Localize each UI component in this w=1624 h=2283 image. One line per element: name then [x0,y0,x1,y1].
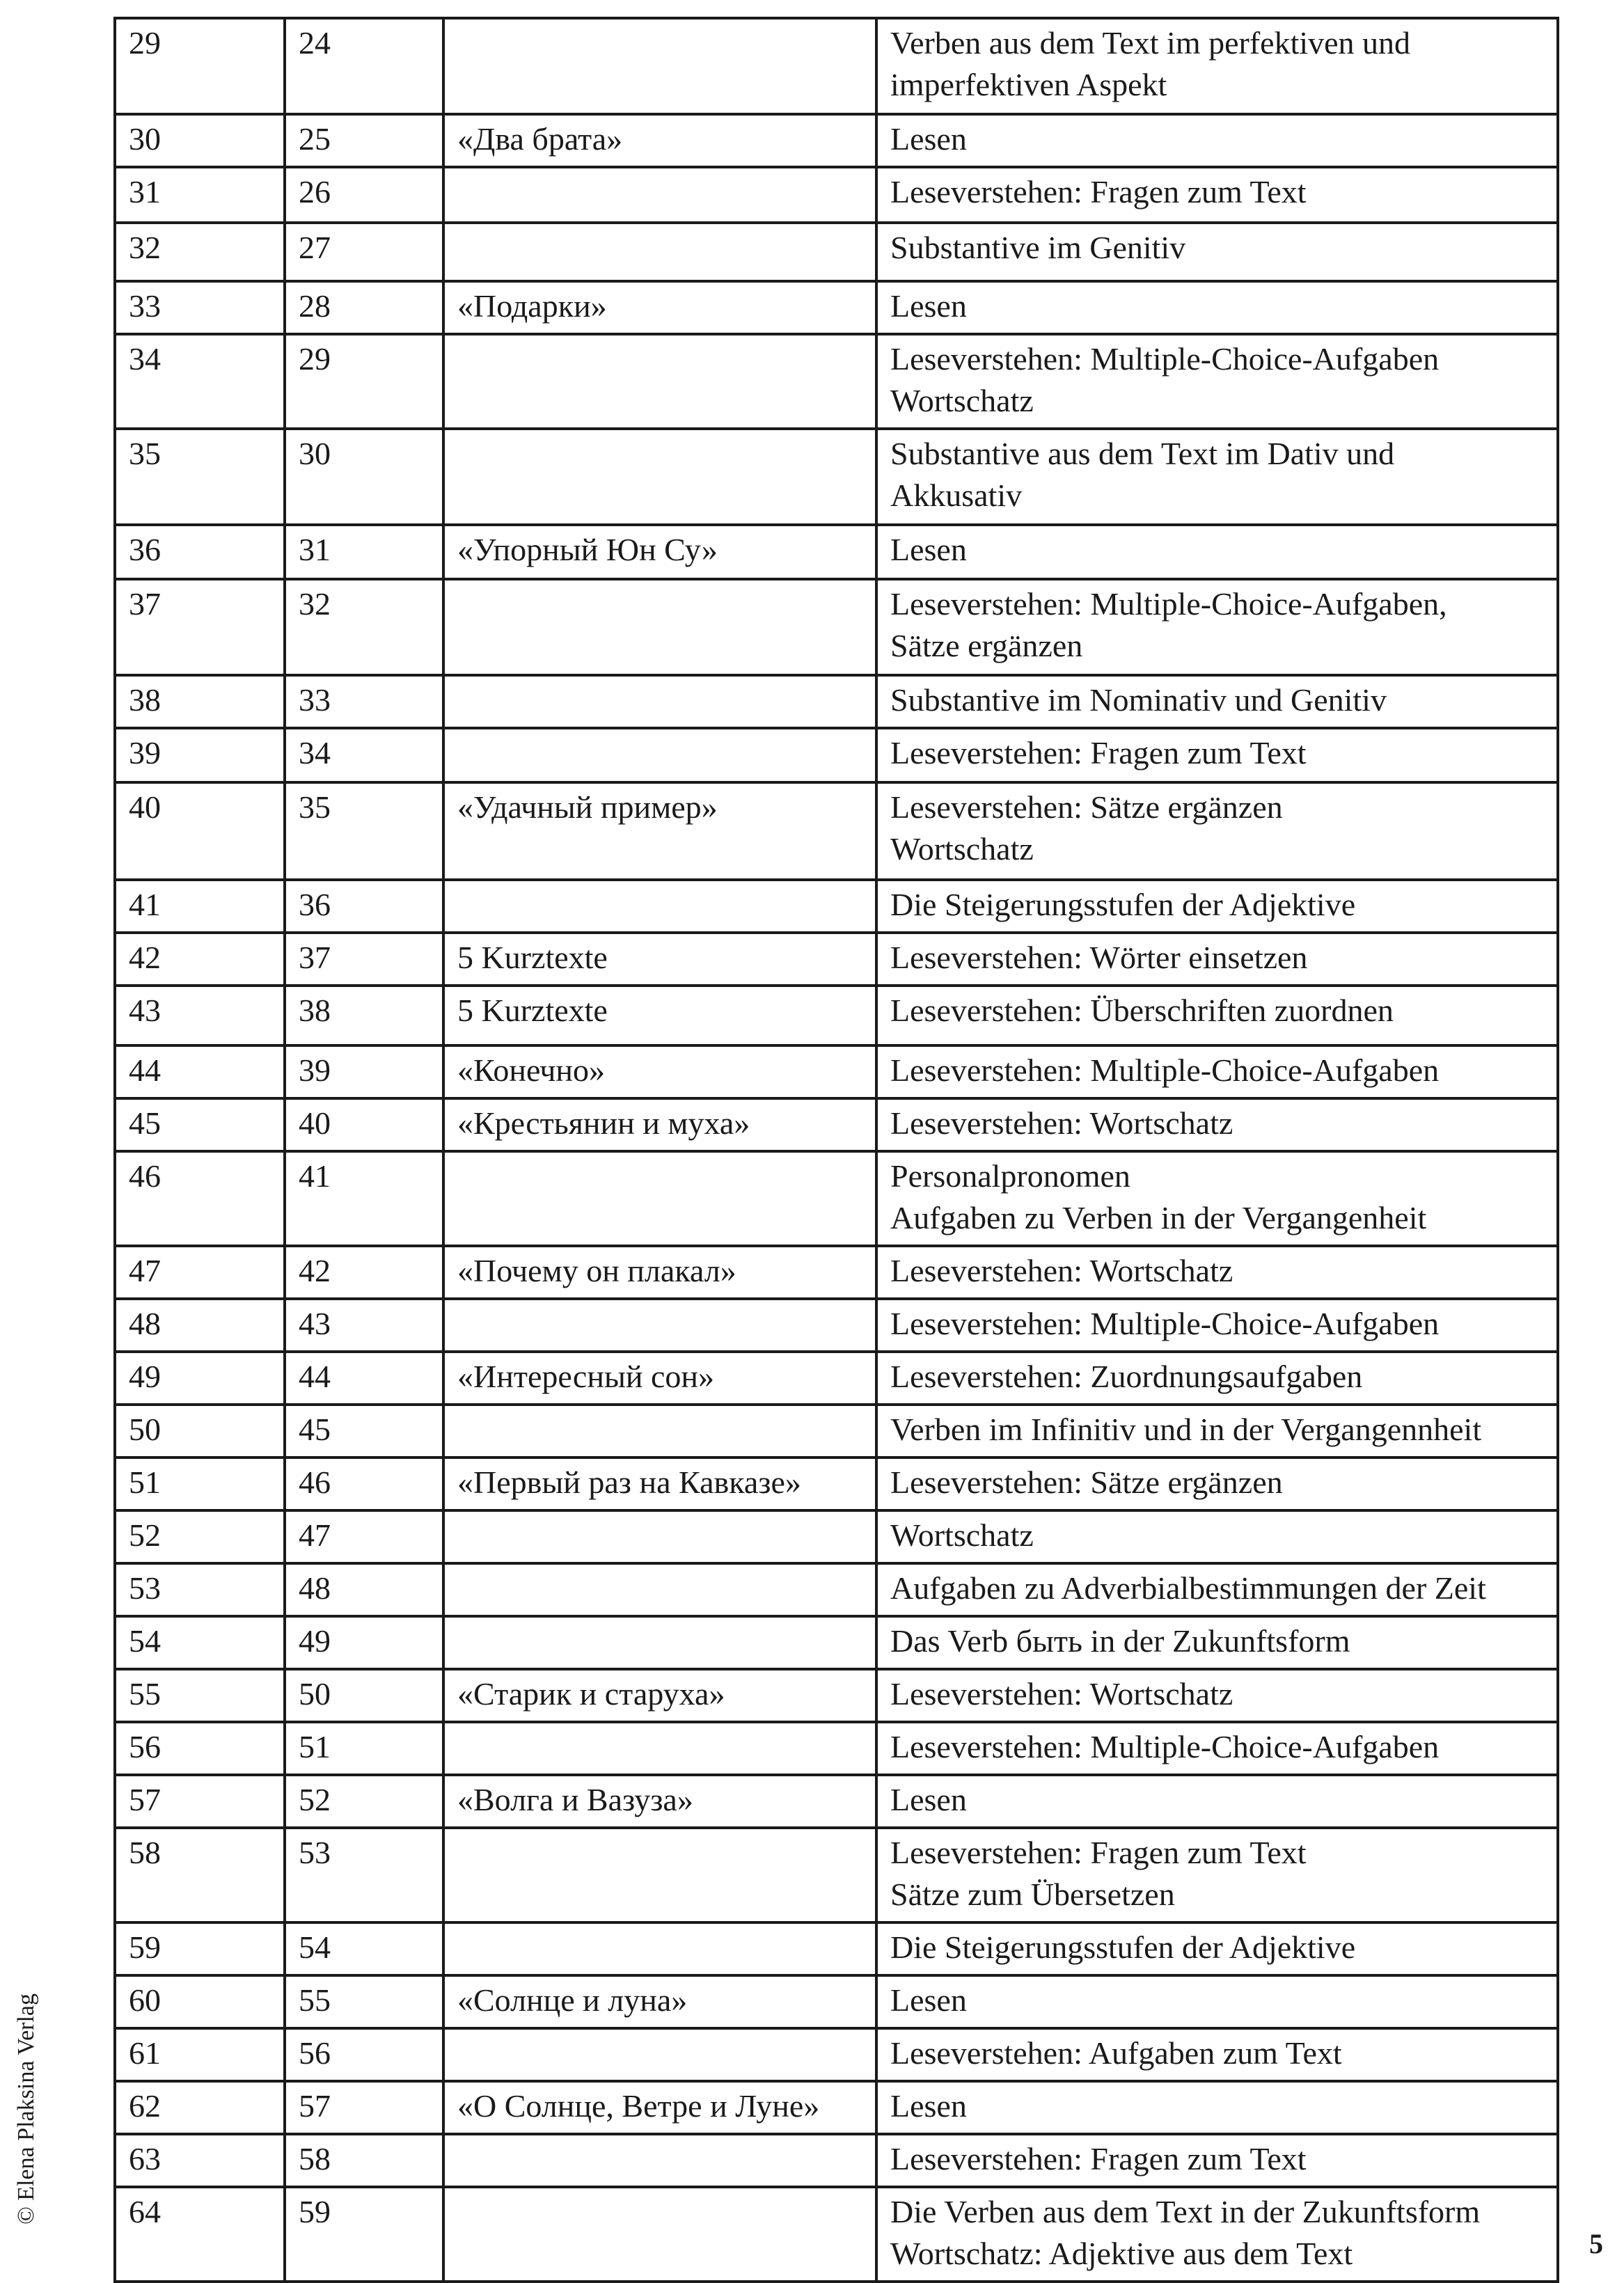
lesson-number-cell: 54 [115,1616,285,1669]
table-row [115,1151,1558,1246]
table-row [115,1510,1558,1563]
exercise-number-cell: 33 [285,675,443,728]
lesson-number-cell: 32 [115,223,285,281]
lesson-number-cell: 59 [115,1922,285,1975]
exercise-number-cell: 57 [285,2081,443,2134]
table-row [115,1616,1558,1669]
text-title-cell: «Волга и Вазуза» [443,1775,876,1828]
table-row [115,782,1558,880]
task-description-cell: Leseverstehen: Überschriften zuordnen [876,986,1558,1045]
table-row [115,1669,1558,1722]
text-title-cell [443,2134,876,2187]
exercise-number-cell: 24 [285,18,443,114]
text-title-cell [443,1922,876,1975]
table-row [115,1045,1558,1098]
exercise-number-cell: 29 [285,334,443,429]
task-description-cell: Lesen [876,114,1558,167]
text-title-cell [443,1510,876,1563]
lesson-number-cell: 45 [115,1098,285,1151]
text-title-cell: 5 Kurztexte [443,986,876,1045]
copyright-notice [6,1970,47,2248]
text-title-cell [443,579,876,675]
text-title-cell [443,429,876,525]
lesson-number-cell: 41 [115,880,285,933]
table-row [115,1975,1558,2028]
content-table-body [115,18,1558,2282]
lesson-number-cell: 40 [115,782,285,880]
exercise-number-cell: 53 [285,1828,443,1922]
text-title-cell [443,880,876,933]
text-title-cell [443,167,876,223]
lesson-number-cell: 64 [115,2187,285,2282]
text-title-cell: «Удачный пример» [443,782,876,880]
exercise-number-cell: 37 [285,933,443,986]
exercise-number-cell: 58 [285,2134,443,2187]
text-title-cell [443,2028,876,2081]
table-row [115,1352,1558,1405]
exercise-number-cell: 48 [285,1563,443,1616]
lesson-number-cell: 33 [115,281,285,334]
lesson-number-cell: 49 [115,1352,285,1405]
exercise-number-cell: 25 [285,114,443,167]
table-row [115,1299,1558,1352]
task-description-cell: Leseverstehen: Wörter einsetzen [876,933,1558,986]
exercise-number-cell: 27 [285,223,443,281]
lesson-number-cell: 63 [115,2134,285,2187]
task-description-cell: Leseverstehen: Fragen zum Text [876,167,1558,223]
task-description-cell: Die Verben aus dem Text in der Zukunftsform Wortschatz: Adjektive aus dem Text [876,2187,1558,2282]
exercise-number-cell: 52 [285,1775,443,1828]
task-description-cell: Leseverstehen: Multiple-Choice-Aufgaben, Sätze ergänzen [876,579,1558,675]
exercise-number-cell: 59 [285,2187,443,2282]
exercise-number-cell: 35 [285,782,443,880]
task-description-cell: Die Steigerungsstufen der Adjektive [876,1922,1558,1975]
text-title-cell: «Почему он плакал» [443,1246,876,1299]
exercise-number-cell: 34 [285,728,443,782]
table-row [115,167,1558,223]
lesson-number-cell: 62 [115,2081,285,2134]
lesson-number-cell: 31 [115,167,285,223]
text-title-cell: «Подарки» [443,281,876,334]
lesson-number-cell: 34 [115,334,285,429]
text-title-cell: «Упорный Юн Су» [443,525,876,579]
table-row [115,2081,1558,2134]
task-description-cell: Leseverstehen: Aufgaben zum Text [876,2028,1558,2081]
table-row [115,1775,1558,1828]
exercise-number-cell: 49 [285,1616,443,1669]
task-description-cell: Lesen [876,525,1558,579]
text-title-cell [443,1151,876,1246]
task-description-cell: Lesen [876,2081,1558,2134]
exercise-number-cell: 38 [285,986,443,1045]
text-title-cell [443,728,876,782]
table-row [115,223,1558,281]
lesson-number-cell: 61 [115,2028,285,2081]
task-description-cell: Leseverstehen: Wortschatz [876,1098,1558,1151]
exercise-number-cell: 42 [285,1246,443,1299]
lesson-number-cell: 44 [115,1045,285,1098]
content-table [113,17,1559,2283]
lesson-number-cell: 38 [115,675,285,728]
table-row [115,1922,1558,1975]
task-description-cell: Substantive aus dem Text im Dativ und Akkusativ [876,429,1558,525]
lesson-number-cell: 39 [115,728,285,782]
exercise-number-cell: 32 [285,579,443,675]
exercise-number-cell: 46 [285,1458,443,1510]
lesson-number-cell: 29 [115,18,285,114]
table-row [115,2134,1558,2187]
exercise-number-cell: 40 [285,1098,443,1151]
text-title-cell [443,675,876,728]
task-description-cell: Substantive im Genitiv [876,223,1558,281]
text-title-cell: «Первый раз на Кавказе» [443,1458,876,1510]
exercise-number-cell: 41 [285,1151,443,1246]
text-title-cell: «Два брата» [443,114,876,167]
text-title-cell: «Конечно» [443,1045,876,1098]
task-description-cell: Leseverstehen: Sätze ergänzen Wortschatz [876,782,1558,880]
exercise-number-cell: 45 [285,1405,443,1458]
task-description-cell: Verben im Infinitiv und in der Vergangennheit [876,1405,1558,1458]
exercise-number-cell: 36 [285,880,443,933]
lesson-number-cell: 56 [115,1722,285,1775]
content-table-wrapper [113,17,1556,2283]
exercise-number-cell: 50 [285,1669,443,1722]
text-title-cell: 5 Kurztexte [443,933,876,986]
lesson-number-cell: 46 [115,1151,285,1246]
text-title-cell [443,1722,876,1775]
exercise-number-cell: 55 [285,1975,443,2028]
exercise-number-cell: 28 [285,281,443,334]
table-row [115,114,1558,167]
exercise-number-cell: 26 [285,167,443,223]
task-description-cell: Personalpronomen Aufgaben zu Verben in der Vergangenheit [876,1151,1558,1246]
text-title-cell: «Старик и старуха» [443,1669,876,1722]
lesson-number-cell: 51 [115,1458,285,1510]
table-row [115,1098,1558,1151]
text-title-cell [443,2187,876,2282]
table-row [115,281,1558,334]
table-row [115,728,1558,782]
task-description-cell: Leseverstehen: Multiple-Choice-Aufgaben [876,1299,1558,1352]
task-description-cell: Lesen [876,281,1558,334]
exercise-number-cell: 54 [285,1922,443,1975]
table-row [115,1405,1558,1458]
lesson-number-cell: 35 [115,429,285,525]
table-row [115,1246,1558,1299]
exercise-number-cell: 39 [285,1045,443,1098]
exercise-number-cell: 47 [285,1510,443,1563]
text-title-cell: «Солнце и луна» [443,1975,876,2028]
task-description-cell: Leseverstehen: Fragen zum Text Sätze zum Übersetzen [876,1828,1558,1922]
text-title-cell [443,1616,876,1669]
task-description-cell: Verben aus dem Text im perfektiven und imperfektiven Aspekt [876,18,1558,114]
task-description-cell: Leseverstehen: Fragen zum Text [876,2134,1558,2187]
text-title-cell [443,1405,876,1458]
lesson-number-cell: 48 [115,1299,285,1352]
task-description-cell: Leseverstehen: Multiple-Choice-Aufgaben [876,1045,1558,1098]
table-row [115,1722,1558,1775]
page-number: 5 [1589,2228,1603,2259]
task-description-cell: Substantive im Nominativ und Genitiv [876,675,1558,728]
lesson-number-cell: 30 [115,114,285,167]
table-row [115,986,1558,1045]
exercise-number-cell: 51 [285,1722,443,1775]
table-row [115,1828,1558,1922]
task-description-cell: Leseverstehen: Sätze ergänzen [876,1458,1558,1510]
text-title-cell [443,1563,876,1616]
lesson-number-cell: 60 [115,1975,285,2028]
text-title-cell [443,1828,876,1922]
lesson-number-cell: 42 [115,933,285,986]
lesson-number-cell: 36 [115,525,285,579]
table-row [115,933,1558,986]
task-description-cell: Leseverstehen: Wortschatz [876,1246,1558,1299]
text-title-cell [443,223,876,281]
lesson-number-cell: 43 [115,986,285,1045]
exercise-number-cell: 30 [285,429,443,525]
lesson-number-cell: 55 [115,1669,285,1722]
task-description-cell: Lesen [876,1775,1558,1828]
copyright-text: © Elena Plaksina Verlag [13,1993,39,2225]
exercise-number-cell: 43 [285,1299,443,1352]
lesson-number-cell: 37 [115,579,285,675]
lesson-number-cell: 58 [115,1828,285,1922]
table-row [115,579,1558,675]
table-row [115,2187,1558,2282]
text-title-cell [443,1299,876,1352]
lesson-number-cell: 47 [115,1246,285,1299]
task-description-cell: Lesen [876,1975,1558,2028]
task-description-cell: Die Steigerungsstufen der Adjektive [876,880,1558,933]
table-row [115,525,1558,579]
text-title-cell: «Интересный сон» [443,1352,876,1405]
text-title-cell: «О Солнце, Ветре и Луне» [443,2081,876,2134]
exercise-number-cell: 31 [285,525,443,579]
lesson-number-cell: 50 [115,1405,285,1458]
task-description-cell: Leseverstehen: Fragen zum Text [876,728,1558,782]
table-row [115,18,1558,114]
exercise-number-cell: 56 [285,2028,443,2081]
task-description-cell: Leseverstehen: Zuordnungsaufgaben [876,1352,1558,1405]
table-row [115,334,1558,429]
task-description-cell: Das Verb быть in der Zukunftsform [876,1616,1558,1669]
table-row [115,1458,1558,1510]
lesson-number-cell: 52 [115,1510,285,1563]
table-row [115,1563,1558,1616]
task-description-cell: Leseverstehen: Multiple-Choice-Aufgaben Wortschatz [876,334,1558,429]
text-title-cell [443,334,876,429]
text-title-cell: «Крестьянин и муха» [443,1098,876,1151]
lesson-number-cell: 57 [115,1775,285,1828]
task-description-cell: Leseverstehen: Multiple-Choice-Aufgaben [876,1722,1558,1775]
table-row [115,2028,1558,2081]
task-description-cell: Wortschatz [876,1510,1558,1563]
table-row [115,429,1558,525]
lesson-number-cell: 53 [115,1563,285,1616]
table-row [115,675,1558,728]
text-title-cell [443,18,876,114]
task-description-cell: Aufgaben zu Adverbialbestimmungen der Zeit [876,1563,1558,1616]
table-row [115,880,1558,933]
task-description-cell: Leseverstehen: Wortschatz [876,1669,1558,1722]
exercise-number-cell: 44 [285,1352,443,1405]
